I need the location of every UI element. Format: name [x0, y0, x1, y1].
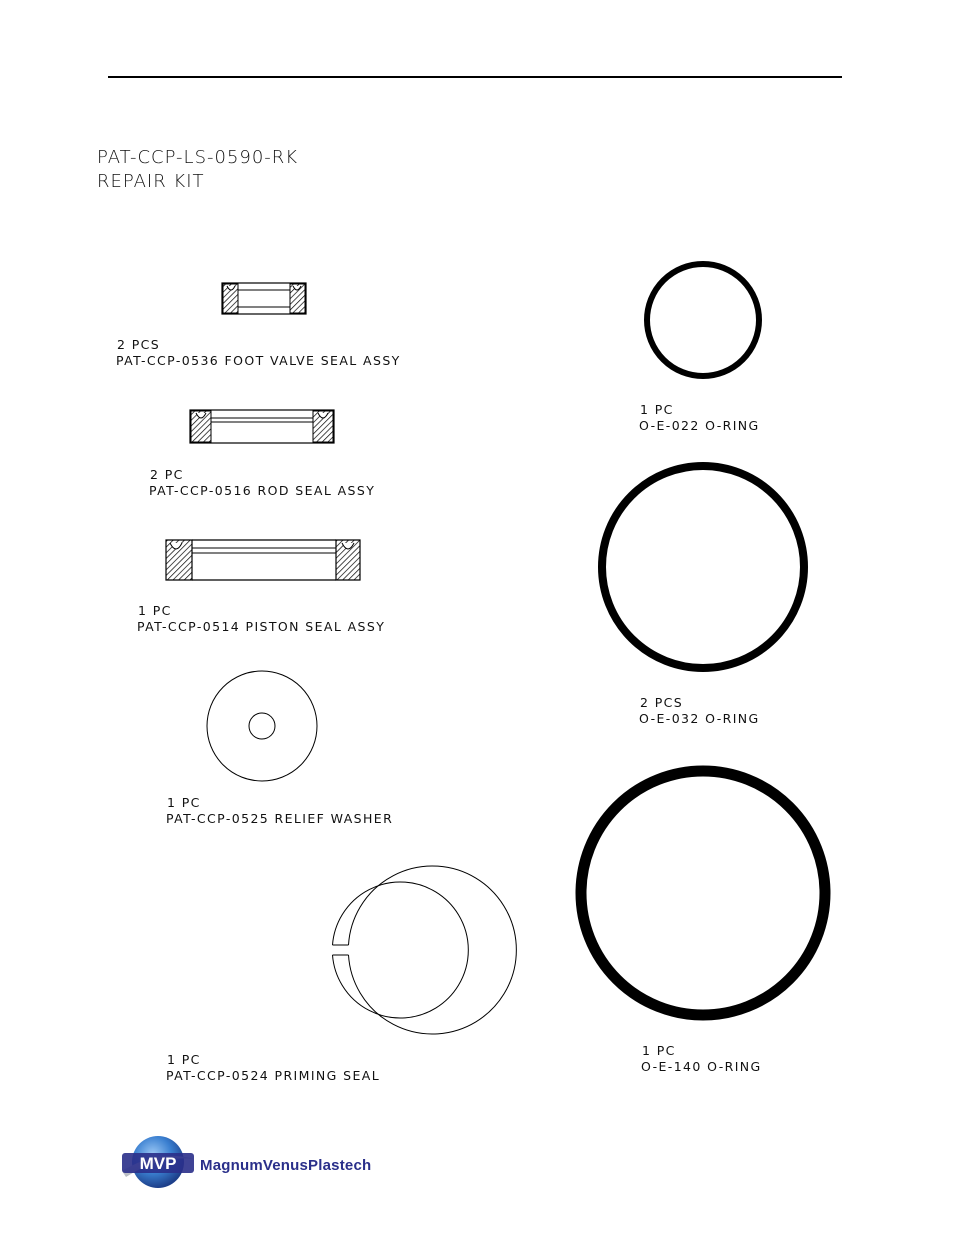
- item-desc: PAT-CCP-0536 FOOT VALVE SEAL ASSY: [116, 353, 401, 368]
- item-desc: PAT-CCP-0525 RELIEF WASHER: [166, 811, 394, 826]
- kit-part-number: PAT-CCP-LS-0590-RK: [97, 147, 299, 168]
- item-desc: PAT-CCP-0514 PISTON SEAL ASSY: [137, 619, 386, 634]
- relief-washer-drawing: [207, 671, 317, 781]
- item-qty: 1 PC: [642, 1043, 676, 1058]
- foot-valve-seal-drawing: [222, 283, 306, 314]
- item-qty: 1 PC: [640, 402, 674, 417]
- item-qty: 1 PC: [167, 795, 201, 810]
- item-desc: O-E-022 O-RING: [639, 418, 760, 433]
- o-ring-140-drawing: [581, 771, 825, 1015]
- kit-title: REPAIR KIT: [97, 171, 205, 192]
- item-desc: PAT-CCP-0524 PRIMING SEAL: [166, 1068, 381, 1083]
- item-qty: 1 PC: [138, 603, 172, 618]
- rod-seal-drawing: [190, 410, 334, 443]
- item-qty: 2 PCS: [640, 695, 684, 710]
- company-name: MagnumVenusPlastech: [200, 1157, 372, 1174]
- o-ring-022-drawing: [647, 264, 759, 376]
- item-qty: 1 PC: [167, 1052, 201, 1067]
- logo-mark-text: MVP: [139, 1154, 177, 1173]
- item-desc: O-E-032 O-RING: [639, 711, 760, 726]
- o-ring-032-drawing: [602, 466, 804, 668]
- piston-seal-drawing: [166, 540, 360, 580]
- mvp-logo-icon: [118, 1131, 198, 1193]
- item-desc: PAT-CCP-0516 ROD SEAL ASSY: [149, 483, 376, 498]
- priming-seal-drawing: [333, 866, 517, 1034]
- item-desc: O-E-140 O-RING: [641, 1059, 762, 1074]
- item-qty: 2 PCS: [117, 337, 161, 352]
- item-qty: 2 PC: [150, 467, 184, 482]
